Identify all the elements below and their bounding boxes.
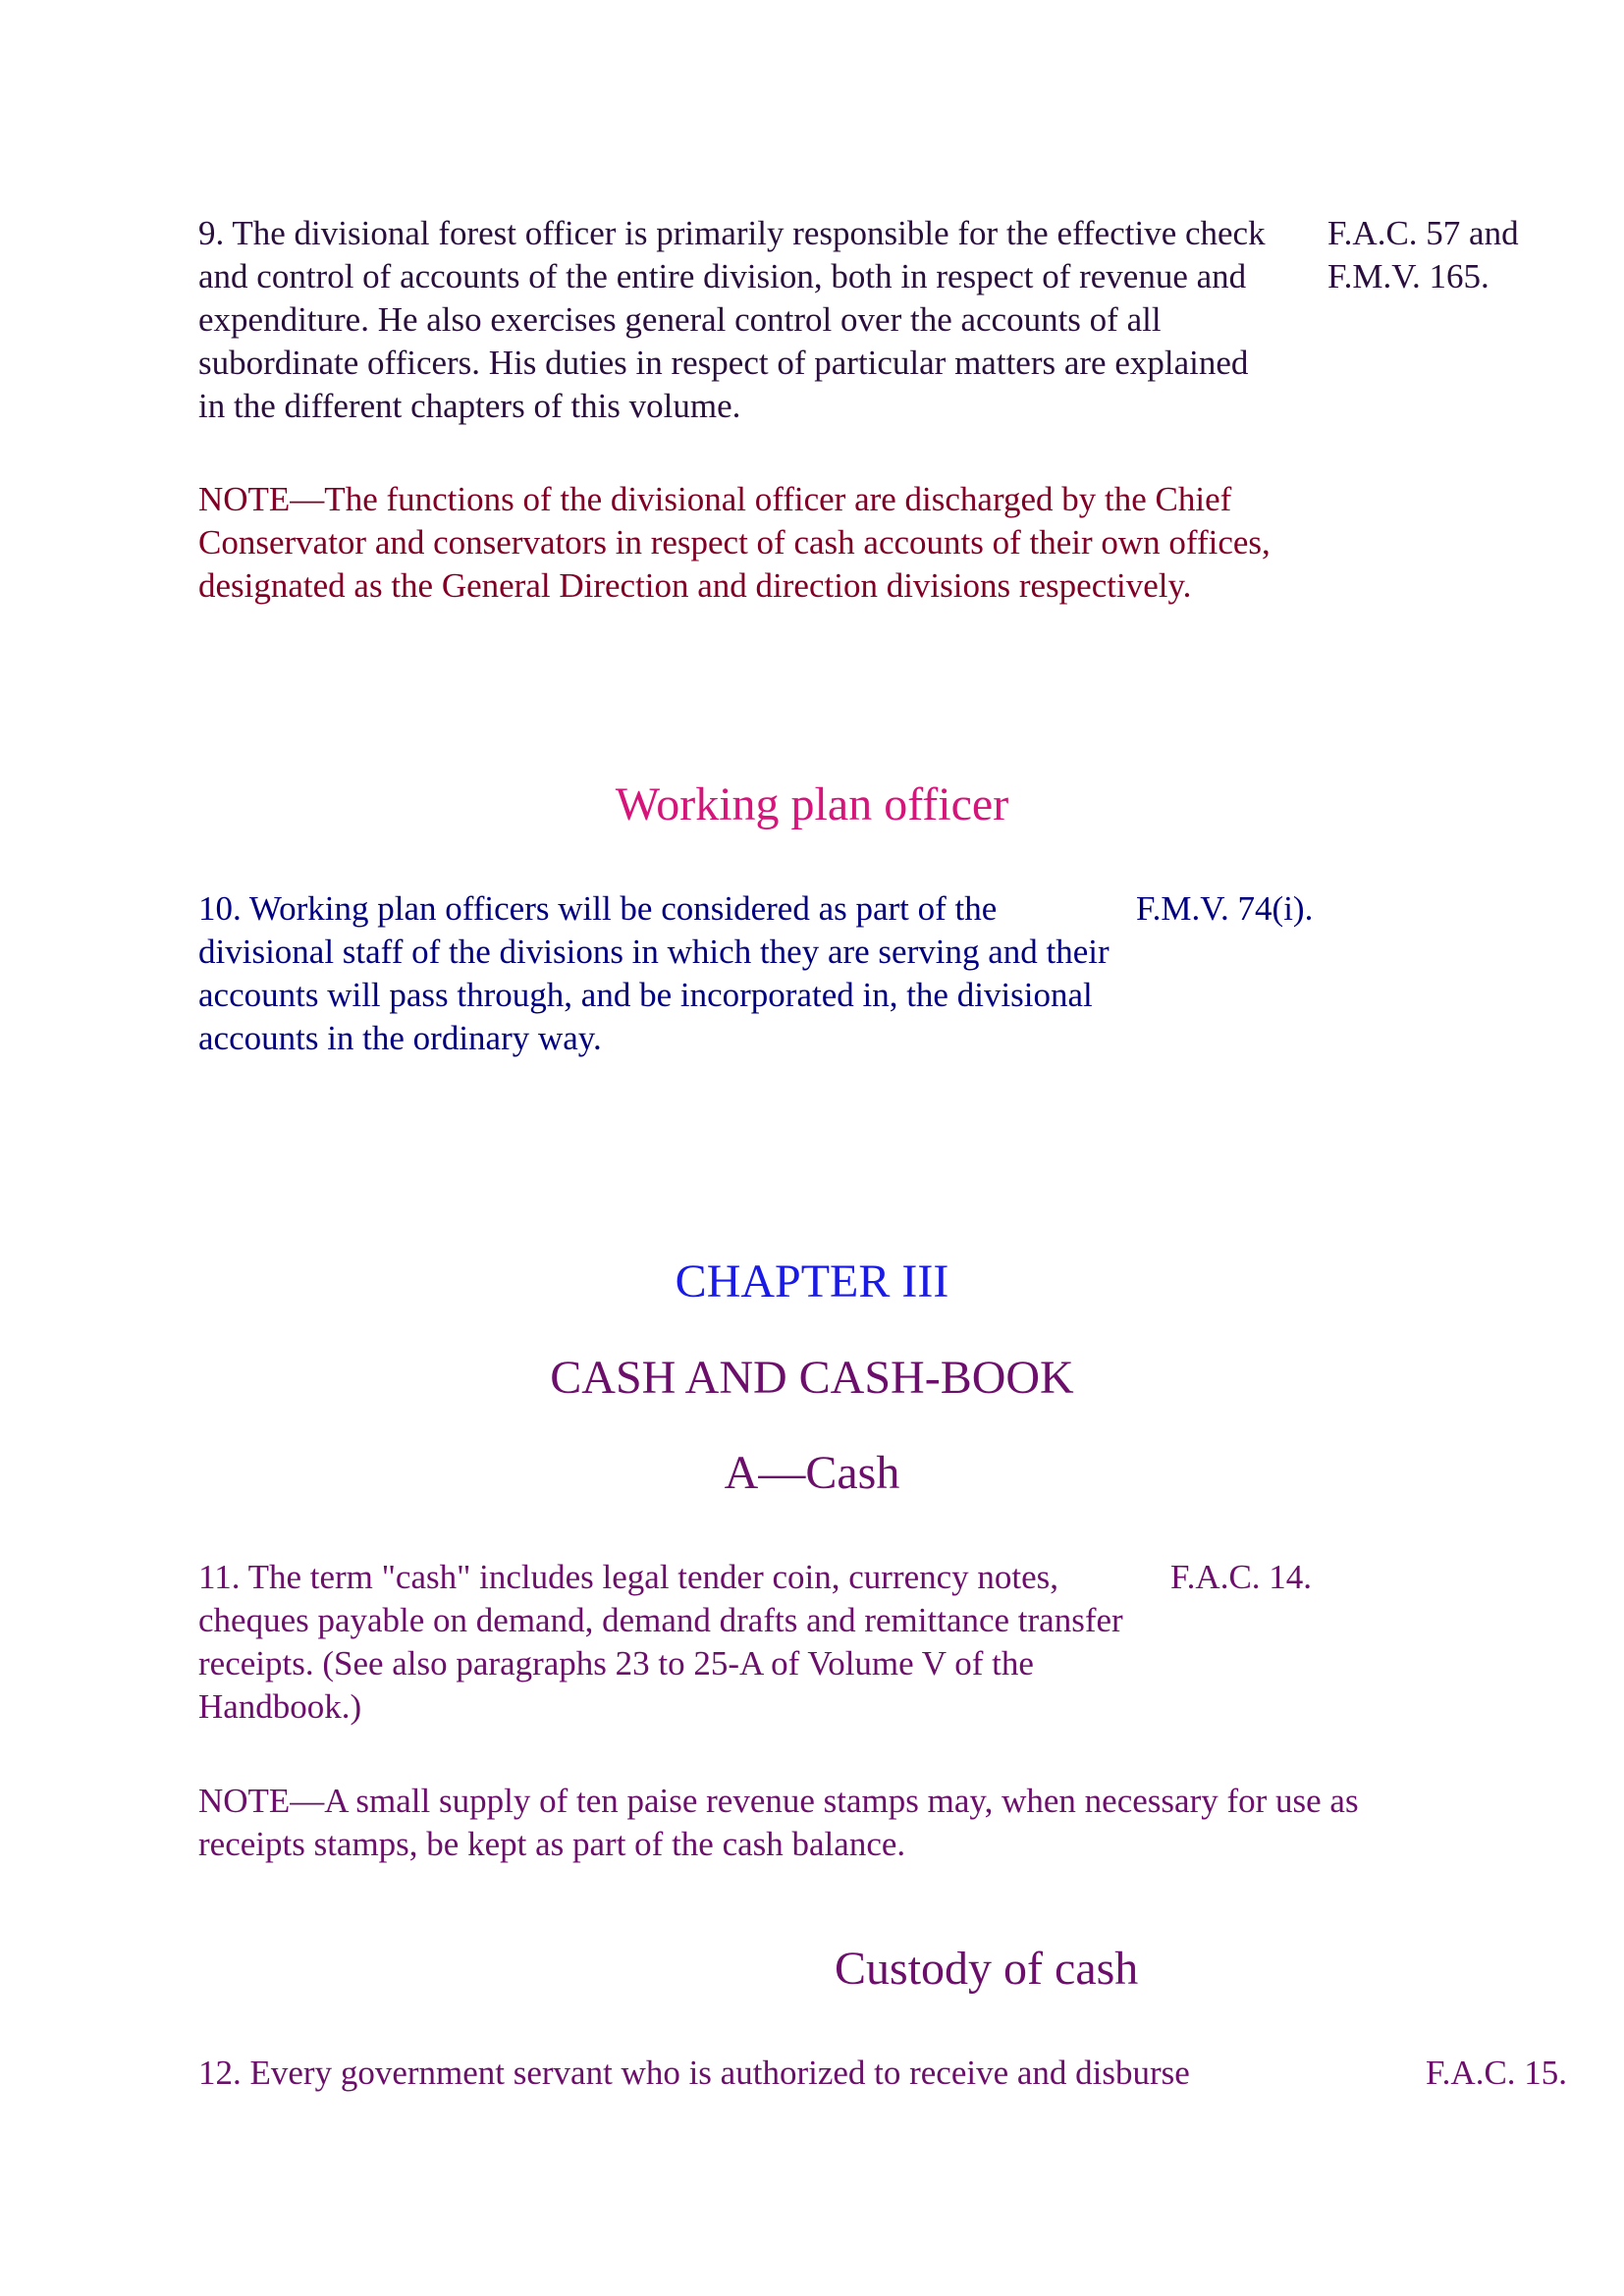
paragraph-12-reference: F.A.C. 15. [1426, 2054, 1568, 2092]
paragraph-12: 12. Every government servant who is authorized to receive and disburse [198, 2054, 1190, 2092]
paragraph-10-reference: F.M.V. 74(i). [1136, 889, 1314, 928]
note-revenue-stamps: NOTE—A small supply of ten paise revenue stamps may, when necessary for use as receipts stamps, be kept as part of the cash balance. [198, 1782, 1359, 1863]
chapter-number-heading: CHAPTER III [675, 1255, 949, 1308]
chapter-title-heading: CASH AND CASH-BOOK [550, 1352, 1074, 1404]
paragraph-9: 9. The divisional forest officer is primarily responsible for the effective check and control of accounts of the entire division, both in respect of revenue and expenditure. He also exercises general control over the accounts of all subordinate officers. His duties in respect of particular matters are explained in the different chapters of this volume. [198, 214, 1266, 425]
subsection-cash-heading: A—Cash [724, 1447, 900, 1499]
custody-of-cash-heading: Custody of cash [835, 1943, 1139, 1995]
note-divisional-officer-functions: NOTE—The functions of the divisional officer are discharged by the Chief Conservator and conservators in respect of cash accounts of their own offices, designated as the General Direction and direction divisions respectively. [198, 480, 1271, 605]
paragraph-11: 11. The term "cash" includes legal tender coin, currency notes, cheques payable on demand, demand drafts and remittance transfer receipts. (See also paragraphs 23 to 25-A of Volume V of the Handbook.) [198, 1558, 1123, 1726]
paragraph-9-reference: F.A.C. 57 and F.M.V. 165. [1327, 214, 1519, 295]
working-plan-officer-heading: Working plan officer [615, 778, 1009, 830]
paragraph-10: 10. Working plan officers will be considered as part of the divisional staff of the divisions in which they are serving and their accounts will pass through, and be incorporated in, the divisional accounts in the ordinary way. [198, 889, 1110, 1057]
paragraph-11-reference: F.A.C. 14. [1170, 1558, 1313, 1596]
